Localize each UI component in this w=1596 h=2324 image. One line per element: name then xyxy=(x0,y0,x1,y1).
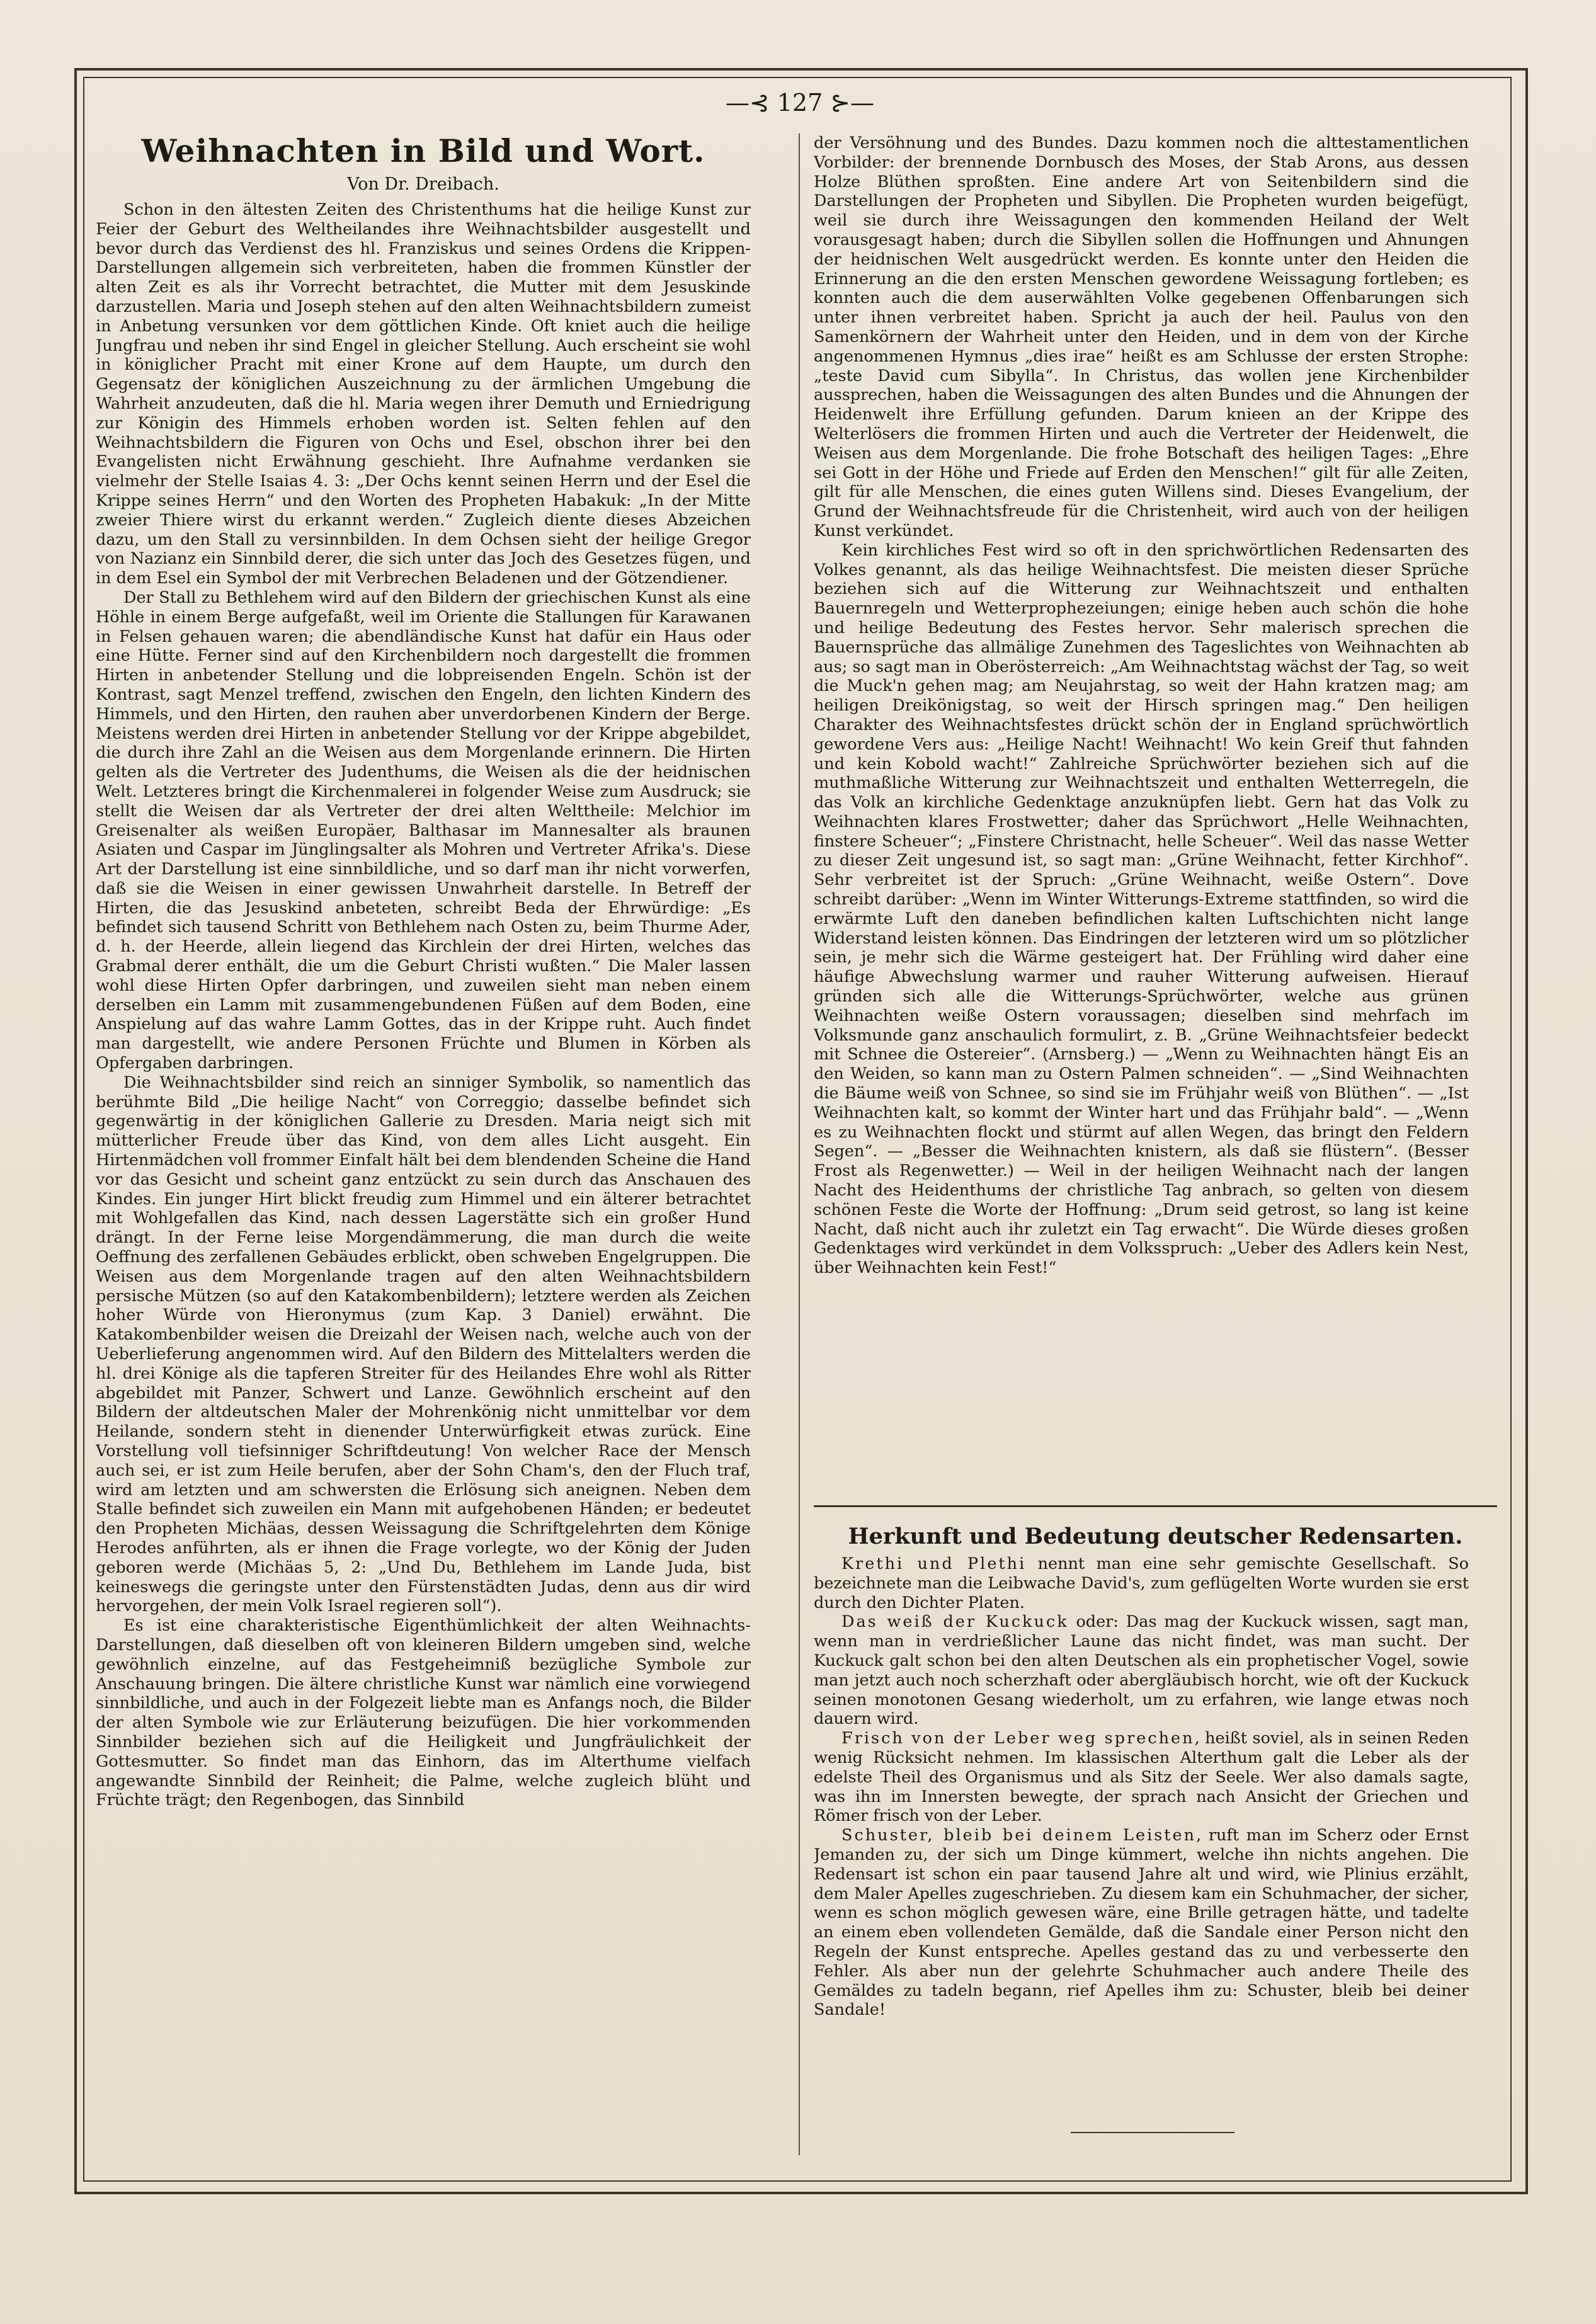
paragraph: der Versöhnung und des Bundes. Dazu kommen noch die alttestamentlichen Vorbilder: der brennende Dornbusch des Moses, der Stab Arons, aus dessen Holze Blüthen sproßten. Eine andere Art von Seitenbildern sind die Darstellungen der Propheten und Sibyllen. Die Propheten wurden beigefügt, weil sie durch ihre Weissagungen den kommenden Heiland der Welt vorausgesagt haben; durch die Sibyllen sollen die Hoffnungen und Ahnungen der heidnischen Welt ausgedrückt werden. Es konnte unter den Heiden die Erinnerung an die den ersten Menschen gewordene Weissagung fortleben; es konnten auch die dem auserwählten Volke gegebenen Offenbarungen sich unter ihnen verbreitet haben. Spricht ja auch der heil. Paulus von den Samenkörnern der Wahrheit unter den Heiden, und in dem von der Kirche angenommenen Hymnus „dies irae“ heißt es am Schlusse der ersten Strophe: „teste David cum Sibylla“. In Christus, das wollen jene Kirchenbilder aussprechen, haben die Weissagungen des alten Bundes und die Ahnungen der Heidenwelt ihre Erfüllung gefunden. Darum knieen an der Krippe des Welterlösers die frommen Hirten und auch die Vertreter der Heidenwelt, die Weisen aus dem Morgenlande. Die frohe Botschaft des heiligen Tages: „Ehre sei Gott in der Höhe und Friede auf Erden den Menschen!“ gilt für alle Zeiten, gilt für alle Menschen, die eines guten Willens sind. Dieses Evangelium, der Grund der Weihnachtsfreude für die Christenheit, wird auch von der heiligen Kunst verkündet. xyxy=(814,134,1469,540)
right-column-lower xyxy=(814,1554,1469,2153)
column-divider xyxy=(799,134,800,2155)
paragraph xyxy=(814,1826,1469,2020)
right-column xyxy=(814,134,1469,1494)
paragraph xyxy=(814,1729,1469,1826)
paragraph: Die Weihnachtsbilder sind reich an sinniger Symbolik, so namentlich das berühmte Bild „Die heilige Nacht“ von Correggio; dasselbe befindet sich gegenwärtig in der königlichen Gallerie zu Dresden. Maria neigt sich mit mütterlicher Freude über das Kind, von dem alles Licht ausgeht. Ein Hirtenmädchen voll frommer Einfalt hält bei dem blendenden Scheine die Hand vor das Gesicht und scheint ganz entzückt zu sein durch das Anschauen des Kindes. Ein junger Hirt blickt freudig zum Himmel und ein älterer betrachtet mit Wohlgefallen das Kind, nach dessen Lagerstätte sich ein großer Hund drängt. In der Ferne leise Morgendämmerung, die man durch die weite Oeffnung des zerfallenen Gebäudes erblickt, oben schweben Engelgruppen. Die Weisen aus dem Morgenlande tragen auf den alten Weihnachtsbildern persische Mützen (so auf den Katakombenbildern); letztere werden als Zeichen hoher Würde von Hieronymus (zum Kap. 3 Daniel) erwähnt. Die Katakombenbilder weisen die Dreizahl der Weisen nach, welche auch von der Ueberlieferung angenommen wird. Auf den Bildern des Mittelalters werden die hl. drei Könige als die tapferen Streiter für des Heilandes Ehre wohl als Ritter abgebildet mit Panzer, Schwert und Lanze. Gewöhnlich erscheint auf den Bildern der altdeutschen Maler der Mohrenkönig nicht unmittelbar vor dem Heilande, sondern steht in dienender Unterwürfigkeit etwas zurück. Eine Vorstellung voll tiefsinniger Schriftdeutung! Von welcher Race der Mensch auch sei, er ist zum Heile berufen, aber der Sohn Cham's, den der Fluch traf, wird am letzten und am schwersten die Erlösung sich aneignen. Neben dem Stalle befindet sich zuweilen ein Mann mit aufgehobenen Händen; er bedeutet den Propheten Michäas, dessen Weissagung die Schriftgelehrten dem Könige Herodes anführten, als er ihnen die Frage vorlegte, wo der König der Juden geboren werde (Michäas 5, 2: „Und Du, Bethlehem im Lande Juda, bist keineswegs die geringste unter den Fürstenstädten Judas, denn aus dir wird hervorgehen, der mein Volk Israel regieren soll“). xyxy=(96,1073,751,1616)
paragraph-lead: Schuster, bleib bei deinem Leisten xyxy=(841,1826,1197,1845)
paragraph-text: , ruft man im Scherz oder Ernst Jemanden zu, der sich um Dinge kümmert, welche ihn nichts angehen. Die Redensart ist schon ein paar tausend Jahre alt und wird, wie Plinius erzählt, dem Maler Apelles zugeschrieben. Zu diesem kam ein Schuhmacher, der sicher, wenn es schon möglich gewesen wäre, eine Brille getragen hätte, und tadelte an einem eben vollendeten Gemälde, daß die Sandale einer Person nicht den Regeln der Kunst entspreche. Apelles gestand das zu und verbesserte den Fehler. Als aber nun der gelehrte Schuhmacher auch andere Theile des Gemäldes zu tadeln begann, rief Apelles ihm zu: Schuster, bleib bei deiner Sandale! xyxy=(814,1826,1469,2020)
paragraph-text: oder: Das mag der Kuckuck wissen, sagt man, wenn man in verdrießlicher Laune das nicht findet, was man sucht. Der Kuckuck galt schon bei den alten Deutschen als ein prophetischer Vogel, sowie man jetzt auch noch scherzhaft oder abergläubisch horcht, wie oft der Kuckuck seinen monotonen Gesang wiederholt, um zu erfahren, wie lange etwas noch dauern wird. xyxy=(814,1612,1469,1729)
section-divider xyxy=(814,1505,1497,1507)
article-title: Weihnachten in Bild und Wort. xyxy=(141,132,705,169)
article2-title: Herkunft und Bedeutung deutscher Redensarten. xyxy=(848,1524,1463,1549)
paragraph-lead: Frisch von der Leber weg sprechen xyxy=(841,1729,1195,1748)
paragraph: Es ist eine charakteristische Eigenthümlichkeit der alten Weihnachts-Darstellungen, daß dieselben oft von kleineren Bildern umgeben sind, welche gewöhnlich einzelne, auf das Festgeheimniß bezügliche Symbole zur Anschauung bringen. Die ältere christliche Kunst war nämlich eine vorwiegend sinnbildliche, und auch in der Folgezeit liebte man es Anfangs noch, die Bilder der alten Symbole wie zur Erläuterung beizufügen. Die hier vorkommenden Sinnbilder beziehen sich auf die Heiligkeit und Jungfräulichkeit der Gottesmutter. So findet man das Einhorn, das im Alterthume vielfach angewandte Sinnbild der Reinheit; die Palme, welche zugleich blüht und Früchte trägt; den Regenbogen, das Sinnbild xyxy=(96,1616,751,1810)
left-column xyxy=(96,200,751,2168)
paragraph: Schon in den ältesten Zeiten des Christenthums hat die heilige Kunst zur Feier der Geburt des Weltheilandes ihre Weihnachtsbilder ausgestellt und bevor durch das Verdienst des hl. Franziskus und seines Ordens die Krippen-Darstellungen allgemein sich verbreiteten, haben die frommen Künstler der alten Zeit es als ihr Vorrecht betrachtet, die Mutter mit dem Jesuskinde darzustellen. Maria und Joseph stehen auf den alten Weihnachtsbildern zumeist in Anbetung versunken vor dem göttlichen Kinde. Oft kniet auch die heilige Jungfrau und neben ihr sind Engel in gleicher Stellung. Auch erscheint sie wohl in königlicher Pracht mit einer Krone auf dem Haupte, um durch den Gegensatz der königlichen Auszeichnung zu der ärmlichen Umgebung die Wahrheit anzudeuten, daß die hl. Maria wegen ihrer Demuth und Erniedrigung zur Königin des Himmels erhoben worden ist. Selten fehlen auf den Weihnachtsbildern die Figuren von Ochs und Esel, obschon ihrer bei den Evangelisten nicht Erwähnung geschieht. Ihre Aufnahme verdanken sie vielmehr der Stelle Isaias 4. 3: „Der Ochs kennt seinen Herrn und der Esel die Krippe seines Herrn“ und den Worten des Propheten Habakuk: „In der Mitte zweier Thiere wirst du erkannt werden.“ Zugleich diente dieses Abzeichen dazu, um den Stall zu versinnbilden. In dem Ochsen sieht der heilige Gregor von Nazianz ein Sinnbild derer, die sich unter das Joch des Gesetzes fügen, und in dem Esel ein Symbol der mit Verbrechen Beladenen und der Götzendiener. xyxy=(96,200,751,588)
paragraph: Kein kirchliches Fest wird so oft in den sprichwörtlichen Redensarten des Volkes genannt, als das heilige Weihnachtsfest. Die meisten dieser Sprüche beziehen sich auf die Witterung zur Weihnachtszeit und enthalten Bauernregeln und Wetterprophezeiungen; einige heben auch schön die hohe und heilige Bedeutung des Festes hervor. Sehr malerisch sprechen die Bauernsprüche das allmälige Zunehmen des Tageslichtes von Weihnachten ab aus; so sagt man in Oberösterreich: „Am Weihnachtstag wächst der Tag, so weit die Muck'n gehen mag; am Neujahrstag, so weit der Hahn kratzen mag; am heiligen Dreikönigstag, so weit der Hirsch springen mag.“ Den heiligen Charakter des Weihnachtsfestes drückt schön der in England sprüchwörtlich gewordene Vers aus: „Heilige Nacht! Weihnacht! Wo kein Greif thut fahnden und kein Kobold wacht!“ Zahlreiche Sprüchwörter beziehen sich auf die muthmaßliche Witterung zur Weihnachtszeit und enthalten Wetterregeln, die das Volk an kirchliche Gedenktage anzuknüpfen liebt. Gern hat das Volk zu Weihnachten klares Frostwetter; daher das Sprüchwort „Helle Weihnachten, finstere Scheuer“; „Finstere Christnacht, helle Scheuer“. Weil das nasse Wetter zu dieser Zeit ungesund ist, so sagt man: „Grüne Weihnacht, fetter Kirchhof“. Sehr verbreitet ist der Spruch: „Grüne Weihnacht, weiße Ostern“. Dove schreibt darüber: „Wenn im Winter Witterungs-Extreme stattfinden, so wird die erwärmte Luft den daneben befindlichen kalten Luftschichten nicht lange Widerstand leisten können. Das Eindringen der letzteren wird um so plötzlicher sein, je mehr sich die Wärme gesteigert hat. Der Frühling wird daher eine häufige Abwechslung warmer und rauher Witterung aufweisen. Hierauf gründen sich alle die Witterungs-Sprüchwörter, welche aus grünen Weihnachten weiße Ostern voraussagen; dieselben sind mehrfach im Volksmunde ganz anschaulich formulirt, z. B. „Grüne Weihnachtsfeier bedeckt mit Schnee die Ostereier“. (Arnsberg.) — „Wenn zu Weihnachten hängt Eis an den Weiden, so kann man zu Ostern Palmen schneiden“. — „Sind Weihnachten die Bäume weiß von Schnee, so sind sie im Frühjahr weiß von Blüthen“. — „Ist Weihnachten kalt, so kommt der Winter hart und das Frühjahr bald“. — „Wenn es zu Weihnachten flockt und stürmt auf allen Wegen, das bringt den Feldern Segen“. — „Besser die Weihnachten knistern, als daß sie flüstern“. (Besser Frost als Regenwetter.) — Weil in der heiligen Weihnacht nach der langen Nacht des Heidenthums der christliche Tag anbrach, so gelten von diesem schönen Feste die Worte der Hoffnung: „Drum seid getrost, so lang ist keine Nacht, daß nicht auch ihr zuletzt ein Tag erwacht“. Die Würde dieses großen Gedenktages wird verkündet in dem Volksspruch: „Ueber des Adlers kein Nest, über Weihnachten kein Fest!“ xyxy=(814,540,1469,1278)
paragraph-text: , heißt soviel, als in seinen Reden wenig Rücksicht nehmen. Im klassischen Alterthum galt die Leber als der edelste Theil des Organismus und als Sitz der Seele. Wer also damals sagte, was ihn im Innersten bewegte, der sprach nach Ansicht der Griechen und Römer frisch von der Leber. xyxy=(814,1729,1469,1826)
article-byline: Von Dr. Dreibach. xyxy=(347,174,499,194)
page-number: —⊰ 127 ⊱— xyxy=(725,89,875,117)
end-rule xyxy=(1071,2132,1234,2133)
paragraph xyxy=(814,1612,1469,1729)
paragraph-lead: Das weiß der Kuckuck xyxy=(841,1612,1069,1632)
paragraph-text: nennt man eine sehr gemischte Gesellschaft. So bezeichnete man die Leibwache David's, zum geflügelten Worte wurden sie erst durch den Dichter Platen. xyxy=(814,1554,1469,1612)
paragraph-lead: Krethi und Plethi xyxy=(841,1554,1027,1573)
paragraph: Der Stall zu Bethlehem wird auf den Bildern der griechischen Kunst als eine Höhle in einem Berge aufgefaßt, weil im Oriente die Stallungen für Karawanen in Felsen gehauen waren; die abendländische Kunst hat dafür ein Haus oder eine Hütte. Ferner sind auf den Kirchenbildern noch dargestellt die frommen Hirten in anbetender Stellung und die lobpreisenden Engeln. Schön ist der Kontrast, sagt Menzel treffend, zwischen den Engeln, den lichten Kindern des Himmels, und den Hirten, den rauhen aber unverdorbenen Kindern der Berge. Meistens werden drei Hirten in anbetender Stellung vor der Krippe abgebildet, die durch ihre Zahl an die Weisen aus dem Morgenlande erinnern. Die Hirten gelten als die Vertreter des Judenthums, die Weisen als die der heidnischen Welt. Letzteres bringt die Kirchenmalerei in folgender Weise zum Ausdruck; sie stellt die Weisen dar als Vertreter der drei alten Welttheile: Melchior im Greisenalter als weißen Europäer, Balthasar im Mannesalter als braunen Asiaten und Caspar im Jünglingsalter als Mohren und Vertreter Afrika's. Diese Art der Darstellung ist eine sinnbildliche, und so darf man ihr nicht vorwerfen, daß sie die Weisen in einer gewissen Unwahrheit darstelle. In Betreff der Hirten, die das Jesuskind anbeteten, schreibt Beda der Ehrwürdige: „Es befindet sich tausend Schritt von Bethlehem nach Osten zu, beim Thurme Ader, d. h. der Heerde, allein liegend das Kirchlein der drei Hirten, welches das Grabmal derer enthält, die um die Geburt Christi wußten.“ Die Maler lassen wohl diese Hirten Opfer darbringen, und zuweilen sieht man neben einem derselben ein Lamm mit zusammengebundenen Füßen auf dem Boden, eine Anspielung auf das wahre Lamm Gottes, das in der Krippe ruht. Auch findet man dargestellt, wie andere Personen Früchte und Blumen in Körben als Opfergaben darbringen. xyxy=(96,588,751,1073)
paragraph xyxy=(814,1554,1469,1612)
